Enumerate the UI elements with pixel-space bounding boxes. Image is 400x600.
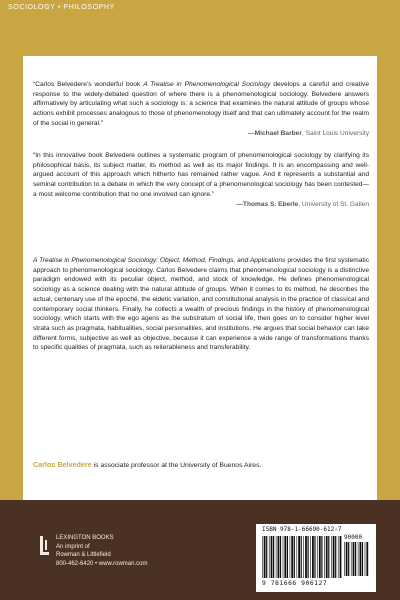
quote-1-affiliation: , Saint Louis University bbox=[301, 129, 369, 137]
author-bio-text: is associate professor at the University of Buenos Aires. bbox=[91, 462, 262, 469]
publisher-contact: 800-462-6420 • www.rowman.com bbox=[56, 560, 148, 567]
quote-2-text: “In this innovative book Belvedere outlines a systematic program of phenomenological sociology by clarifying its philosophical basis, its subject matter, its method as well as its major findings. It is an encompassing and well-argued account of this approach which hitherto has remained rather vague. And it represents a substantial and seminal contribution to a debate in which the very concept of a phenomenological sociology has been contested—a most welcome contribution that no one involved can ignore.” bbox=[33, 152, 369, 198]
barcode-icon bbox=[262, 536, 342, 578]
right-band bbox=[377, 0, 400, 500]
description-book-title: A Treatise in Phenomenological Sociology: Object, Method, Findings, and Applications bbox=[33, 257, 286, 264]
quote-2-source bbox=[33, 200, 369, 210]
category-label: SOCIOLOGY • PHILOSOPHY bbox=[8, 4, 115, 11]
publisher-imprint-line: An imprint of bbox=[56, 543, 90, 550]
author-bio bbox=[33, 460, 369, 469]
quote-1-book-title: A Treatise in Phenomenological Sociology bbox=[143, 81, 271, 88]
barcode-digits: 9 781666 906127 bbox=[262, 579, 328, 587]
price-code: 90000 bbox=[344, 534, 363, 541]
description-body: provides the first systematic approach to phenomenological sociology. Carlos Belvedere claims that phenomenological sociology is a distinctive paradigm endowed with its peculiar object, method, and stock of knowledge. He defines phenomenological sociology as a science dealing with the natural attitude of groups. When it comes to its method, he describes the actual, centenary use of the epoché, the eidetic variation, and constitutional analysis in the practice of classical and contemporary social thinkers. Finally, he collects a wealth of precious findings in the history of phenomenological sociology, which starts with the ego agens as the substratum of social life, then goes on to consider higher level strata such as pragmata, habitualities, social personalities, and institutions. He argues that social behavior can take different forms, subjective as well as objective, because it can experience a wide range of transformations thanks to specific qualities of pragmata, such as reiterableness and transferability. bbox=[33, 257, 369, 352]
endorsement-quote-1 bbox=[33, 80, 369, 138]
quote-1-author: —Michael Barber bbox=[248, 129, 302, 137]
isbn-label: ISBN 978-1-66690-612-7 bbox=[262, 526, 342, 533]
quote-2-affiliation: , University of St. Gallen bbox=[298, 200, 369, 208]
book-description bbox=[33, 256, 369, 353]
quote-1-text-after: develops a careful and creative response to the widely-debated question of where there is a phenomenological sociology. Belvedere answers affirmatively by articulating what such a sociology is: a science that examines the natural attitude of groups whose actions exhibit processes analogous to those of phenomenology itself and that can ultimately account for the realm of the social in general.” bbox=[33, 81, 369, 127]
publisher-name: LEXINGTON BOOKS bbox=[56, 535, 114, 541]
publisher-info bbox=[56, 534, 147, 568]
author-name: Carlos Belvedere bbox=[33, 460, 92, 469]
quote-2-author: —Thomas S. Eberle bbox=[236, 200, 299, 208]
endorsement-quote-2 bbox=[33, 151, 369, 209]
price-barcode-icon bbox=[344, 542, 370, 576]
left-band bbox=[0, 0, 23, 500]
quote-1-text-before: “Carlos Belvedere’s wonderful book bbox=[33, 81, 144, 88]
quote-1-source bbox=[33, 129, 369, 139]
lexington-logo-icon bbox=[40, 536, 52, 556]
publisher-parent: Rowman & Littlefield bbox=[56, 552, 111, 559]
